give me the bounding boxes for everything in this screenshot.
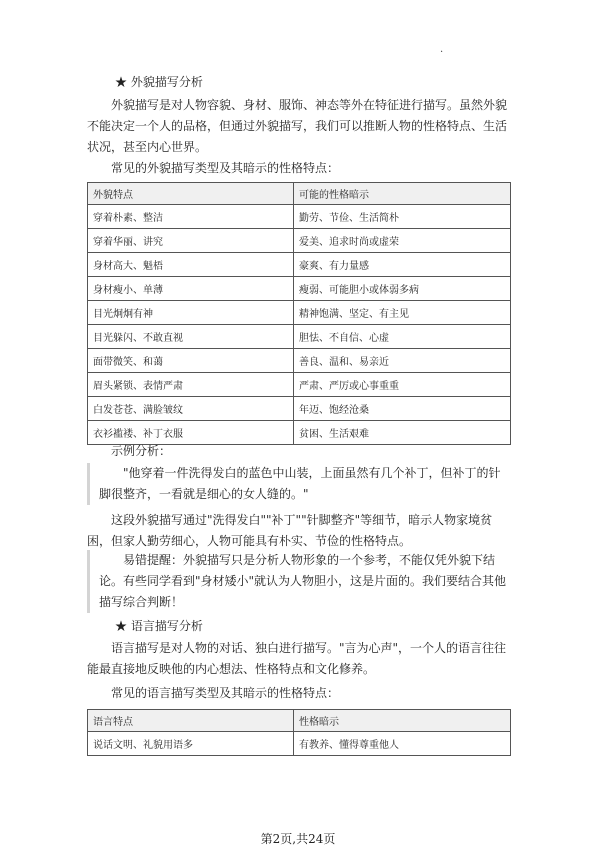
table-header-cell: 语言特点 bbox=[88, 710, 294, 732]
example-quote: "他穿着一件洗得发白的蓝色中山装，上面虽然有几个补丁，但补丁的针脚很整齐，一看就是细心的女人缝的。" bbox=[87, 463, 507, 505]
table-header-row bbox=[88, 710, 511, 732]
table-cell: 穿着朴素、整洁 bbox=[88, 205, 294, 229]
table-cell: 勤劳、节俭、生活简朴 bbox=[294, 205, 511, 229]
table-header-cell: 外貌特点 bbox=[88, 183, 294, 205]
table-row bbox=[88, 325, 511, 349]
table-row bbox=[88, 301, 511, 325]
table-cell: 衣衫褴褛、补丁衣服 bbox=[88, 421, 294, 445]
table-row bbox=[88, 373, 511, 397]
language-intro: 语言描写是对人物的对话、独白进行描写。"言为心声"，一个人的语言往往能最直接地反映他的内心想法、性格特点和文化修养。 bbox=[87, 641, 507, 676]
table-row bbox=[88, 732, 511, 756]
table-cell: 贫困、生活艰难 bbox=[294, 421, 511, 445]
table-header-cell: 性格暗示 bbox=[294, 710, 511, 732]
table-cell: 爱美、追求时尚或虚荣 bbox=[294, 229, 511, 253]
appearance-table-caption: 常见的外貌描写类型及其暗示的性格特点： bbox=[111, 161, 340, 175]
table-cell: 严肃、严厉或心事重重 bbox=[294, 373, 511, 397]
table-row bbox=[88, 397, 511, 421]
table-cell: 有教养、懂得尊重他人 bbox=[294, 732, 511, 756]
page-mark: . bbox=[440, 44, 444, 55]
language-table bbox=[87, 709, 511, 756]
table-cell: 白发苍苍、满脸皱纹 bbox=[88, 397, 294, 421]
example-analysis: 这段外貌描写通过"洗得发白""补丁""针脚整齐"等细节，暗示人物家境贫困，但家人勤劳细心，人物可能具有朴实、节俭的性格特点。 bbox=[87, 513, 493, 548]
table-cell: 豪爽、有力量感 bbox=[294, 253, 511, 277]
table-cell: 目光躲闪、不敢直视 bbox=[88, 325, 294, 349]
page-footer: 第2页,共24页 bbox=[260, 832, 336, 846]
table-cell: 善良、温和、易亲近 bbox=[294, 349, 511, 373]
table-row bbox=[88, 421, 511, 445]
table-row bbox=[88, 229, 511, 253]
table-cell: 胆怯、不自信、心虚 bbox=[294, 325, 511, 349]
table-row bbox=[88, 277, 511, 301]
error-tip: 易错提醒：外貌描写只是分析人物形象的一个参考，不能仅凭外貌下结论。有些同学看到"身材矮小"就认为人物胆小，这是片面的。我们要结合其他描写综合判断！ bbox=[87, 550, 507, 613]
table-row bbox=[88, 349, 511, 373]
table-cell: 目光炯炯有神 bbox=[88, 301, 294, 325]
table-cell: 说话文明、礼貌用语多 bbox=[88, 732, 294, 756]
table-header-row bbox=[88, 183, 511, 205]
table-cell: 精神饱满、坚定、有主见 bbox=[294, 301, 511, 325]
table-cell: 身材瘦小、单薄 bbox=[88, 277, 294, 301]
appearance-table bbox=[87, 182, 511, 445]
table-cell: 穿着华丽、讲究 bbox=[88, 229, 294, 253]
table-cell: 瘦弱、可能胆小或体弱多病 bbox=[294, 277, 511, 301]
table-cell: 年迈、饱经沧桑 bbox=[294, 397, 511, 421]
language-table-caption: 常见的语言描写类型及其暗示的性格特点： bbox=[111, 686, 340, 700]
table-cell: 眉头紧锁、表情严肃 bbox=[88, 373, 294, 397]
section-heading-language: ★ 语言描写分析 bbox=[115, 619, 203, 633]
section-heading-appearance: ★ 外貌描写分析 bbox=[115, 75, 203, 89]
table-row bbox=[88, 205, 511, 229]
table-header-cell: 可能的性格暗示 bbox=[294, 183, 511, 205]
example-label: 示例分析： bbox=[111, 444, 172, 458]
table-cell: 面带微笑、和蔼 bbox=[88, 349, 294, 373]
table-cell: 身材高大、魁梧 bbox=[88, 253, 294, 277]
appearance-intro: 外貌描写是对人物容貌、身材、服饰、神态等外在特征进行描写。虽然外貌不能决定一个人的品格，但通过外貌描写，我们可以推断人物的性格特点、生活状况，甚至内心世界。 bbox=[87, 98, 508, 154]
table-row bbox=[88, 253, 511, 277]
